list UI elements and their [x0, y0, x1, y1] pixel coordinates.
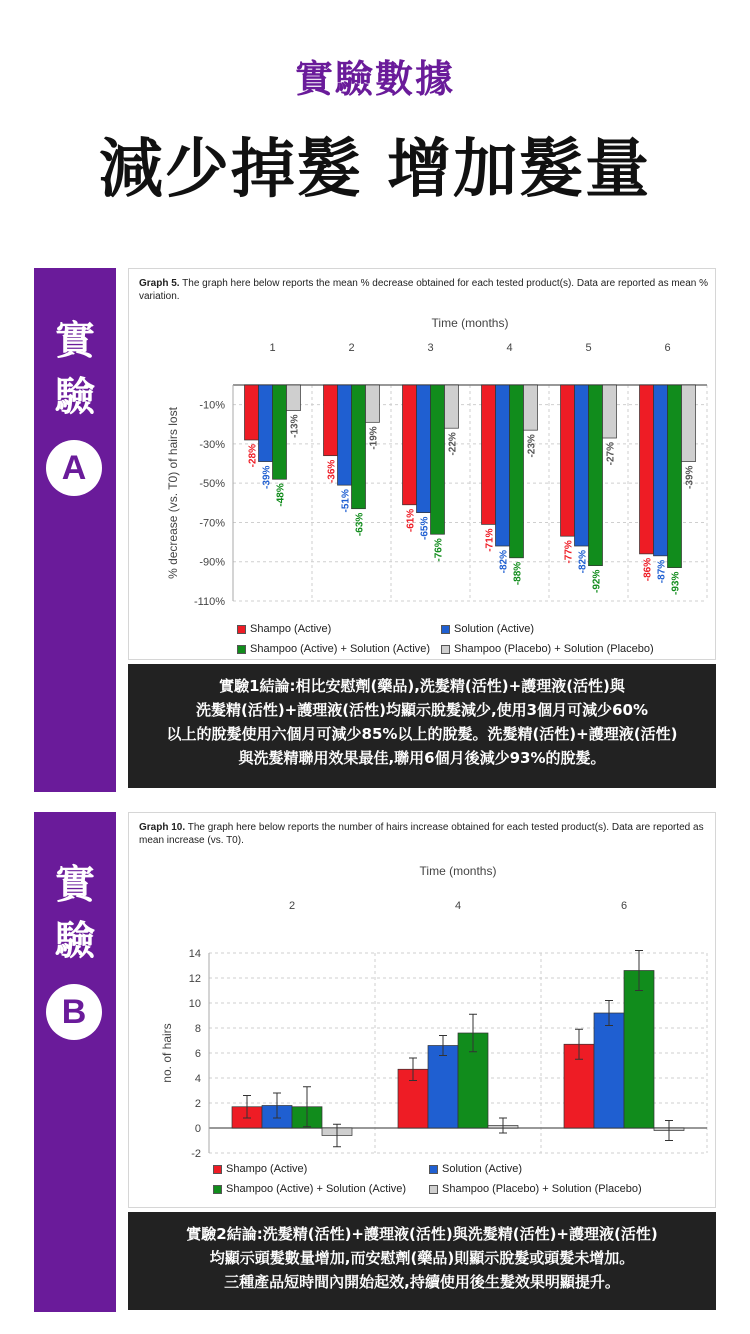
bar [428, 1046, 458, 1129]
chart-a-caption-text: The graph here below reports the mean % decrease obtained for each tested product(s). Data are reported as mean % variation. [139, 278, 709, 302]
bar [682, 385, 696, 462]
y-tick-label: -30% [199, 438, 225, 451]
bar [510, 385, 524, 558]
legend-entry [237, 643, 430, 655]
y-tick-label: 2 [194, 1098, 201, 1110]
bar [589, 385, 603, 566]
experiment-a-section [34, 268, 716, 792]
experiment-b-section [34, 812, 716, 1312]
y-tick-label: 10 [188, 998, 201, 1010]
bar [287, 385, 301, 411]
experiment-a-sidebar [34, 268, 116, 792]
data-label: -77% [563, 540, 575, 564]
bar [575, 385, 589, 546]
x-tick-label: 5 [585, 342, 592, 354]
data-label: -71% [484, 528, 496, 552]
bar [417, 385, 431, 513]
bar [324, 385, 338, 456]
bar [603, 385, 617, 438]
x-axis-title: Time (months) [431, 316, 509, 330]
x-tick-label: 3 [427, 342, 434, 354]
conclusion-line: 均顯示頭髮數量增加,而安慰劑(藥品)則顯示脫髮或頭髮未增加。 [209, 1249, 635, 1267]
bar [259, 385, 273, 462]
data-label: -86% [642, 557, 654, 582]
experiment-a-conclusion [128, 664, 716, 788]
y-tick-label: -110% [194, 596, 225, 608]
data-label: -39% [684, 465, 696, 489]
legend-swatch [237, 645, 246, 654]
experiment-a-label-2: 驗 [55, 374, 95, 420]
experiment-b-label-1: 實 [55, 862, 95, 908]
experiment-b-sidebar [34, 812, 116, 1312]
legend-swatch [213, 1165, 222, 1174]
legend-label: Shampoo (Placebo) + Solution (Placebo) [442, 1183, 642, 1195]
x-tick-label: 4 [506, 342, 513, 354]
y-tick-label: -90% [199, 556, 225, 569]
bar [496, 385, 510, 546]
y-tick-label: 12 [188, 973, 201, 985]
bar [524, 385, 538, 430]
data-label: -22% [447, 432, 459, 456]
conclusion-line: 與洗髮精聯用效果最佳,聯用6個月後減少93%的脫髮。 [238, 749, 606, 767]
y-axis-title: no. of hairs [160, 1023, 174, 1083]
legend-swatch [213, 1185, 222, 1194]
experiment-a-label-1: 實 [55, 318, 95, 364]
bar [624, 971, 654, 1129]
bar [431, 385, 445, 534]
y-tick-label: 6 [194, 1048, 201, 1060]
y-tick-label: -10% [199, 399, 225, 412]
conclusion-line: 以上的脫髮使用六個月可減少85%以上的脫髮。洗髮精(活性)+護理液(活性) [166, 725, 678, 743]
hair-loss-chart [129, 309, 715, 639]
legend-entry [441, 643, 654, 655]
data-label: -27% [605, 442, 617, 466]
data-label: -65% [419, 516, 431, 540]
chart-b-caption-text: The graph here below reports the number of hairs increase obtained for each tested product(s). Data are reported as mean increase (vs. T0). [139, 822, 704, 846]
bar [445, 385, 459, 428]
x-axis-title: Time (months) [419, 864, 497, 878]
experiment-a-badge: A [46, 440, 102, 496]
x-tick-label: 6 [620, 900, 628, 912]
data-label: -87% [656, 559, 668, 584]
page-title: 減少掉髮 增加髮量 [98, 133, 652, 207]
legend-entry [213, 1163, 307, 1175]
hair-growth-chart [129, 853, 715, 1189]
legend-entry [429, 1163, 522, 1175]
legend-label: Shampoo (Placebo) + Solution (Placebo) [454, 643, 654, 655]
data-label: -51% [340, 489, 352, 513]
y-tick-label: 8 [194, 1023, 201, 1035]
x-tick-label: 2 [348, 342, 355, 354]
chart-b-panel [128, 812, 716, 1208]
bar [561, 385, 575, 536]
data-label: -63% [354, 512, 366, 537]
data-label: -28% [247, 443, 259, 468]
x-tick-label: 2 [288, 900, 296, 912]
bar [654, 385, 668, 556]
y-tick-label: -70% [199, 517, 225, 530]
bar [482, 385, 496, 524]
data-label: -36% [326, 459, 338, 484]
chart-b-caption [139, 821, 709, 847]
y-tick-label: -2 [191, 1148, 201, 1160]
data-label: -39% [261, 465, 273, 489]
experiment-b-badge: B [46, 984, 102, 1040]
legend-entry [213, 1183, 406, 1195]
chart-a-caption [139, 277, 709, 303]
data-label: -23% [526, 434, 538, 458]
bar [403, 385, 417, 505]
legend-label: Shampo (Active) [226, 1163, 308, 1175]
legend-label: Shampoo (Active) + Solution (Active) [250, 643, 431, 655]
conclusion-line: 實驗1結論:相比安慰劑(藥品),洗髮精(活性)+護理液(活性)與 [219, 677, 625, 695]
experiment-b-label-2: 驗 [55, 918, 95, 964]
conclusion-line: 實驗2結論:洗髮精(活性)+護理液(活性)與洗髮精(活性)+護理液(活性) [186, 1225, 658, 1243]
chart-a-caption-label: Graph 5. [139, 278, 180, 289]
bar [640, 385, 654, 554]
data-label: -88% [512, 561, 524, 586]
data-label: -76% [433, 538, 445, 562]
bar [366, 385, 380, 422]
y-tick-label: -50% [199, 478, 225, 491]
bar [668, 385, 682, 568]
legend-entry [429, 1183, 642, 1195]
legend-label: Shampoo (Active) + Solution (Active) [226, 1183, 407, 1195]
legend-entry [237, 623, 331, 635]
conclusion-line: 三種產品短時間內開始起效,持續使用後生髮效果明顯提升。 [224, 1273, 620, 1291]
y-tick-label: 14 [188, 948, 201, 960]
legend-entry [441, 623, 534, 635]
bar [352, 385, 366, 509]
conclusion-line: 洗髮精(活性)+護理液(活性)均顯示脫髮減少,使用3個月可減少60% [195, 701, 649, 719]
data-label: -93% [670, 571, 682, 595]
y-tick-label: 0 [194, 1123, 201, 1135]
y-axis-title: % decrease (vs. T0) of hairs lost [166, 407, 180, 579]
bar [273, 385, 287, 479]
legend-label: Solution (Active) [454, 623, 535, 635]
data-label: -92% [591, 569, 603, 594]
data-label: -13% [289, 414, 301, 438]
legend-swatch [429, 1165, 438, 1174]
data-label: -19% [368, 426, 380, 450]
bar [245, 385, 259, 440]
page-subtitle: 實驗數據 [294, 57, 455, 101]
data-label: -61% [405, 508, 417, 533]
chart-b-caption-label: Graph 10. [139, 822, 186, 833]
legend-swatch [441, 625, 450, 634]
y-tick-label: 4 [194, 1073, 201, 1085]
legend-swatch [237, 625, 246, 634]
data-label: -82% [498, 550, 510, 574]
legend-label: Shampo (Active) [250, 623, 332, 635]
bar [594, 1013, 624, 1128]
bar [338, 385, 352, 485]
x-tick-label: 1 [269, 342, 276, 354]
x-tick-label: 4 [454, 900, 462, 912]
data-label: -48% [275, 483, 287, 507]
experiment-b-conclusion [128, 1212, 716, 1310]
chart-a-panel [128, 268, 716, 660]
legend-swatch [429, 1185, 438, 1194]
data-label: -82% [577, 550, 589, 574]
legend-swatch [441, 645, 450, 654]
legend-label: Solution (Active) [442, 1163, 523, 1175]
x-tick-label: 6 [664, 342, 671, 354]
